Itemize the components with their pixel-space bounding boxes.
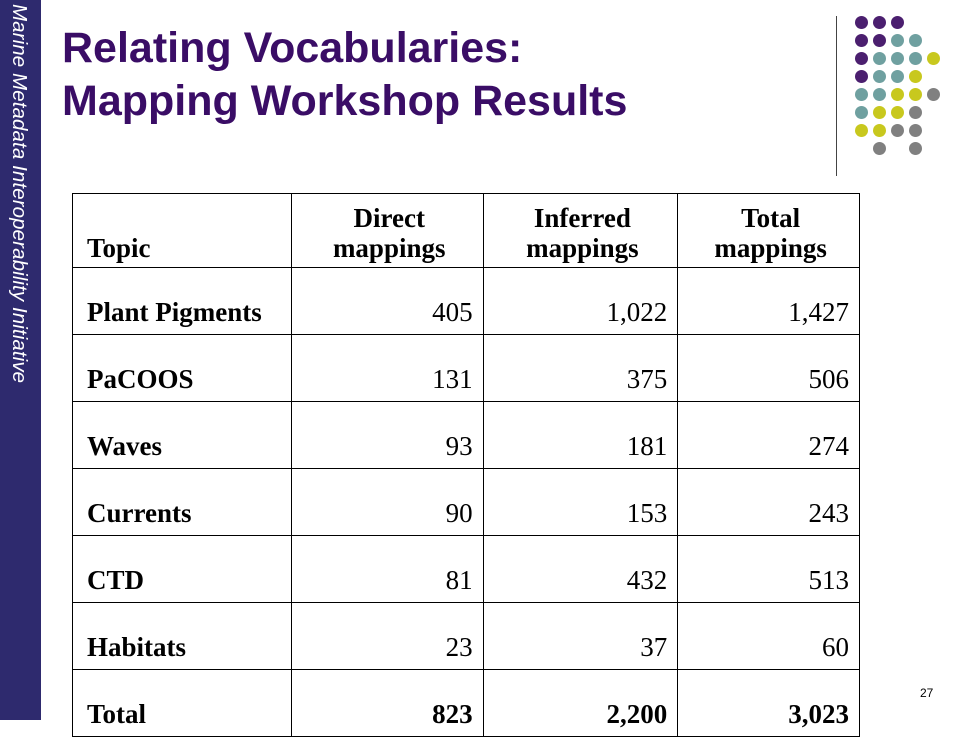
decorative-dot bbox=[873, 106, 886, 119]
row-direct: 90 bbox=[291, 469, 483, 536]
decorative-dot bbox=[891, 52, 904, 65]
row-total: 243 bbox=[678, 469, 860, 536]
decorative-dot bbox=[909, 70, 922, 83]
table-row bbox=[73, 469, 860, 536]
decorative-dot bbox=[873, 142, 886, 155]
row-direct: 405 bbox=[291, 268, 483, 335]
table-total-row bbox=[73, 670, 860, 737]
decorative-dot bbox=[873, 70, 886, 83]
decorative-dot bbox=[873, 16, 886, 29]
page-number: 27 bbox=[920, 686, 934, 700]
decorative-dot bbox=[909, 142, 922, 155]
header-direct-line-2: mappings bbox=[332, 233, 446, 263]
row-total: 60 bbox=[678, 603, 860, 670]
decorative-dot bbox=[891, 124, 904, 137]
row-direct: 93 bbox=[291, 402, 483, 469]
header-inferred-mappings bbox=[483, 194, 678, 268]
decorative-dot bbox=[873, 52, 886, 65]
decorative-dot bbox=[909, 52, 922, 65]
row-inferred: 181 bbox=[483, 402, 678, 469]
sidebar-organization-text: Marine Metadata Interoperability Initiative bbox=[8, 4, 31, 384]
header-total-line-2: mappings bbox=[714, 233, 827, 263]
row-direct: 131 bbox=[291, 335, 483, 402]
row-direct: 81 bbox=[291, 536, 483, 603]
row-inferred: 432 bbox=[483, 536, 678, 603]
row-direct: 823 bbox=[291, 670, 483, 737]
decorative-dot bbox=[927, 88, 940, 101]
mapping-results-table bbox=[72, 193, 860, 737]
header-direct-mappings bbox=[291, 194, 483, 268]
row-inferred: 375 bbox=[483, 335, 678, 402]
row-direct: 23 bbox=[291, 603, 483, 670]
decorative-dot bbox=[891, 70, 904, 83]
table-row bbox=[73, 335, 860, 402]
row-topic: Habitats bbox=[73, 603, 292, 670]
table-row bbox=[73, 402, 860, 469]
decorative-dot bbox=[891, 34, 904, 47]
decorative-dot bbox=[855, 16, 868, 29]
header-direct-line-1: Direct bbox=[353, 203, 425, 233]
slide-title bbox=[62, 22, 627, 128]
table-row bbox=[73, 536, 860, 603]
decorative-dot bbox=[909, 34, 922, 47]
table-row bbox=[73, 603, 860, 670]
header-total-line-1: Total bbox=[741, 203, 801, 233]
decorative-dot bbox=[909, 88, 922, 101]
row-topic: Plant Pigments bbox=[73, 268, 292, 335]
decorative-dot bbox=[909, 106, 922, 119]
header-inferred-line-1: Inferred bbox=[533, 203, 631, 233]
decorative-dot bbox=[891, 88, 904, 101]
decorative-dot bbox=[891, 16, 904, 29]
decorative-dot bbox=[855, 34, 868, 47]
decorative-dot bbox=[855, 124, 868, 137]
decorative-dot bbox=[927, 52, 940, 65]
header-topic: Topic bbox=[73, 194, 292, 268]
decorative-dot bbox=[873, 34, 886, 47]
row-inferred: 153 bbox=[483, 469, 678, 536]
row-inferred: 1,022 bbox=[483, 268, 678, 335]
title-divider-line bbox=[836, 16, 837, 176]
decorative-dot bbox=[855, 52, 868, 65]
decorative-dot bbox=[873, 124, 886, 137]
decorative-dot bbox=[891, 106, 904, 119]
decorative-dot bbox=[855, 88, 868, 101]
row-total: 513 bbox=[678, 536, 860, 603]
row-total: 3,023 bbox=[678, 670, 860, 737]
row-topic: CTD bbox=[73, 536, 292, 603]
row-topic: Currents bbox=[73, 469, 292, 536]
row-total: 274 bbox=[678, 402, 860, 469]
decorative-dot bbox=[873, 88, 886, 101]
row-total: 506 bbox=[678, 335, 860, 402]
decorative-dot bbox=[909, 124, 922, 137]
header-total-mappings bbox=[678, 194, 860, 268]
slide-title-line-2: Mapping Workshop Results bbox=[62, 77, 628, 125]
row-total: 1,427 bbox=[678, 268, 860, 335]
row-topic: Total bbox=[73, 670, 292, 737]
row-topic: Waves bbox=[73, 402, 292, 469]
row-topic: PaCOOS bbox=[73, 335, 292, 402]
row-inferred: 2,200 bbox=[483, 670, 678, 737]
table-row bbox=[73, 268, 860, 335]
header-inferred-line-2: mappings bbox=[526, 233, 639, 263]
table-header-row bbox=[73, 194, 860, 268]
row-inferred: 37 bbox=[483, 603, 678, 670]
slide-title-line-1: Relating Vocabularies: bbox=[62, 24, 523, 72]
decorative-dot bbox=[855, 106, 868, 119]
decorative-dot bbox=[855, 70, 868, 83]
